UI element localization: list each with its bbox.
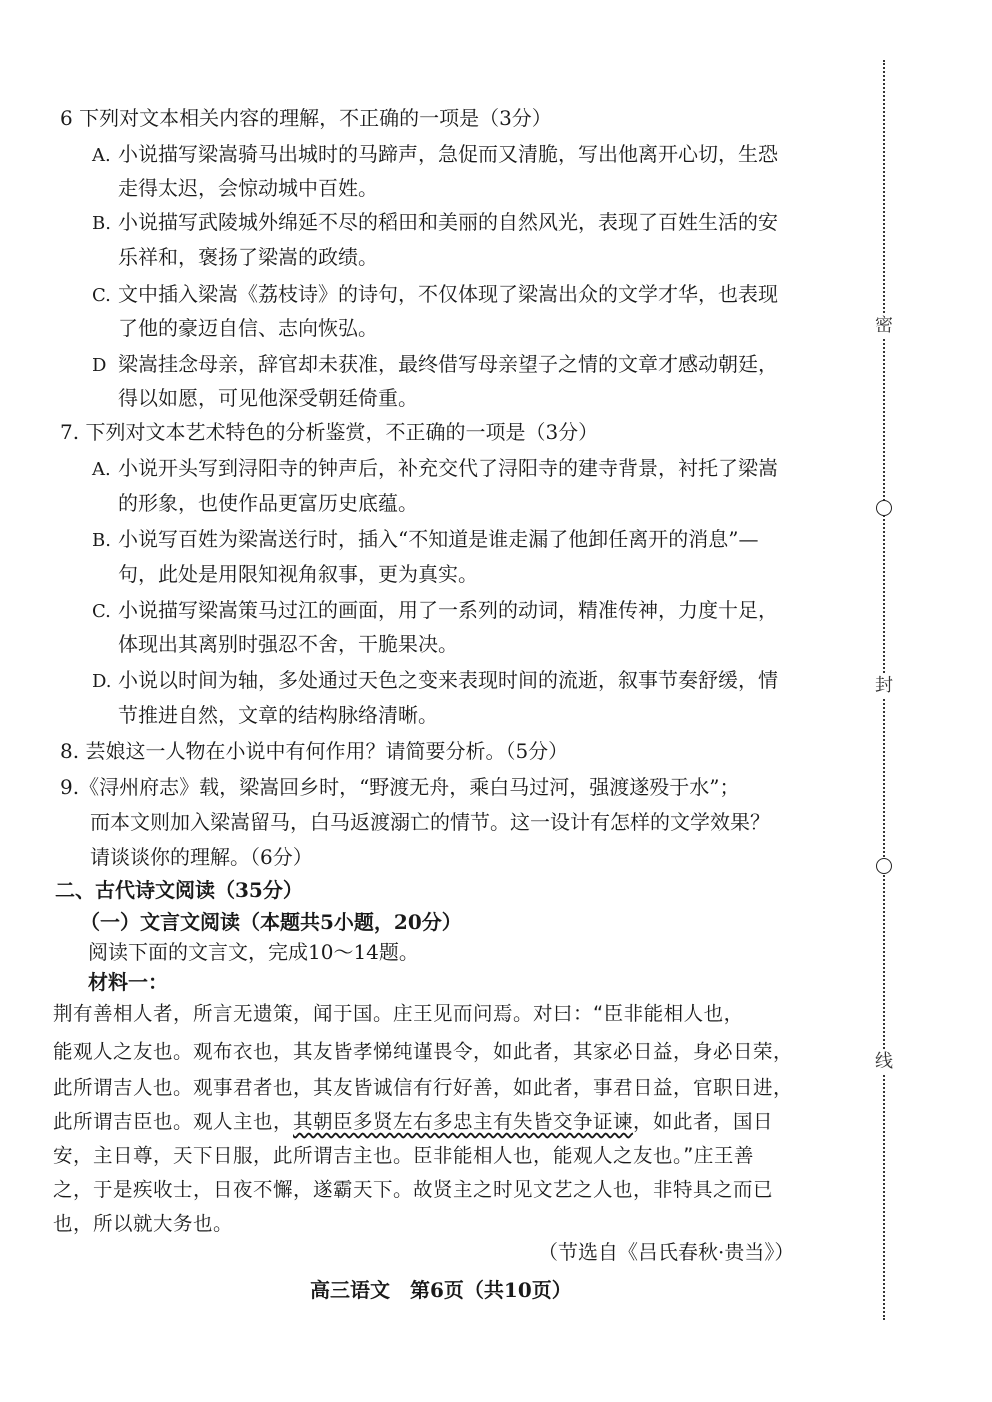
binding-strip: [872, 60, 896, 1320]
q7-option-d-line2: 节推进自然，文章的结构脉络清晰。: [118, 703, 438, 727]
wavy-underlined-sentence: 其朝臣多贤左右多忠主有失皆交争证谏: [293, 1110, 634, 1133]
reading-instruction: 阅读下面的文言文，完成10～14题。: [88, 940, 419, 964]
material-label: 材料一：: [88, 970, 168, 994]
q7-option-c-line1: 小说描写梁嵩策马过江的画面，用了一系列的动词，精准传神，力度十足，: [118, 598, 778, 622]
q6-option-b-line1: 小说描写武陵城外绵延不尽的稻田和美丽的自然风光，表现了百姓生活的安: [118, 210, 778, 234]
binding-hole-2: [876, 858, 892, 874]
passage-line-4-end: ，如此者，国日: [633, 1110, 774, 1133]
q6-option-c-label: C.: [92, 285, 111, 306]
passage-line-5: 安，主日尊，天下日服，此所谓吉主也。臣非能相人也，能观人之友也。”庄王善: [53, 1144, 754, 1167]
q7-option-a-line1: 小说开头写到浔阳寺的钟声后，补充交代了浔阳寺的建寺背景，衬托了梁嵩: [118, 456, 778, 480]
q9-line1: 9.《浔州府志》载，梁嵩回乡时，“野渡无舟，乘白马过河，强渡遂殁于水”；: [60, 775, 740, 799]
q8-stem: 8. 芸娘这一人物在小说中有何作用？请简要分析。（5分）: [60, 739, 569, 763]
q6-option-a-line1: 小说描写梁嵩骑马出城时的马蹄声，急促而又清脆，写出他离开心切，生恐: [118, 142, 778, 166]
q6-option-a-line2: 走得太迟，会惊动城中百姓。: [118, 176, 378, 200]
q6-option-d-label: D: [92, 355, 107, 376]
q6-option-c-line2: 了他的豪迈自信、志向恢弘。: [118, 316, 378, 340]
q6-stem: 6 下列对文本相关内容的理解，不正确的一项是（3分）: [60, 106, 552, 130]
q7-option-d-line1: 小说以时间为轴，多处通过天色之变来表现时间的流逝，叙事节奏舒缓，情: [118, 668, 778, 692]
q6-option-a-label: A.: [92, 145, 111, 166]
q7-option-b-line1: 小说写百姓为梁嵩送行时，插入“不知道是谁走漏了他卸任离开的消息”—: [118, 527, 759, 551]
passage-line-6: 之，于是疾收士，日夜不懈，遂霸天下。故贤主之时见文艺之人也，非特具之而已: [53, 1178, 774, 1201]
q7-option-d-label: D.: [92, 671, 112, 692]
q7-option-b-label: B.: [92, 530, 111, 551]
page-footer: 高三语文 第6页（共10页）: [310, 1278, 572, 1302]
passage-line-7: 也，所以就大务也。: [53, 1212, 234, 1235]
q6-option-b-line2: 乐祥和，褒扬了梁嵩的政绩。: [118, 245, 378, 269]
passage-line-3: 此所谓吉人也。观事君者也，其友皆诚信有行好善，如此者，事君日益，官职日进，: [53, 1076, 794, 1099]
passage-line-4-start: 此所谓吉臣也。观人主也，: [53, 1110, 294, 1133]
q7-option-b-line2: 句，此处是用限知视角叙事，更为真实。: [118, 562, 478, 586]
q7-option-a-label: A.: [92, 459, 111, 480]
q6-option-d-line1: 梁嵩挂念母亲，辞官却未获准，最终借写母亲望子之情的文章才感动朝廷，: [118, 352, 778, 376]
passage-line-4: [53, 1108, 773, 1136]
q7-option-c-label: C.: [92, 601, 111, 622]
seal-char-mi: 密: [870, 314, 898, 338]
section-title: 二、古代诗文阅读（35分）: [55, 878, 303, 902]
subsection-title: （一）文言文阅读（本题共5小题，20分）: [80, 910, 462, 934]
q9-line2: 而本文则加入梁嵩留马，白马返渡溺亡的情节。这一设计有怎样的文学效果？: [90, 810, 770, 834]
q7-option-c-line2: 体现出其离别时强忍不舍，干脆果决。: [118, 632, 458, 656]
passage-source: （节选自《吕氏春秋·贵当》）: [538, 1240, 795, 1264]
q6-option-c-line1: 文中插入梁嵩《荔枝诗》的诗句，不仅体现了梁嵩出众的文学才华，也表现: [118, 282, 778, 306]
binding-hole-1: [876, 500, 892, 516]
q6-option-d-line2: 得以如愿，可见他深受朝廷倚重。: [118, 386, 418, 410]
q9-line3: 请谈谈你的理解。（6分）: [90, 845, 313, 869]
passage-line-1: 荆有善相人者，所言无遗策，闻于国。庄王见而问焉。对曰：“臣非能相人也，: [53, 1002, 744, 1025]
q7-stem: 7. 下列对文本艺术特色的分析鉴赏，不正确的一项是（3分）: [60, 420, 599, 444]
q7-option-a-line2: 的形象，也使作品更富历史底蕴。: [118, 491, 418, 515]
seal-char-xian: 线: [870, 1050, 898, 1074]
seal-char-feng: 封: [870, 674, 898, 698]
passage-line-2: 能观人之友也。观布衣也，其友皆孝悌纯谨畏令，如此者，其家必日益，身必日荣，: [53, 1040, 794, 1063]
q6-option-b-label: B.: [92, 213, 111, 234]
